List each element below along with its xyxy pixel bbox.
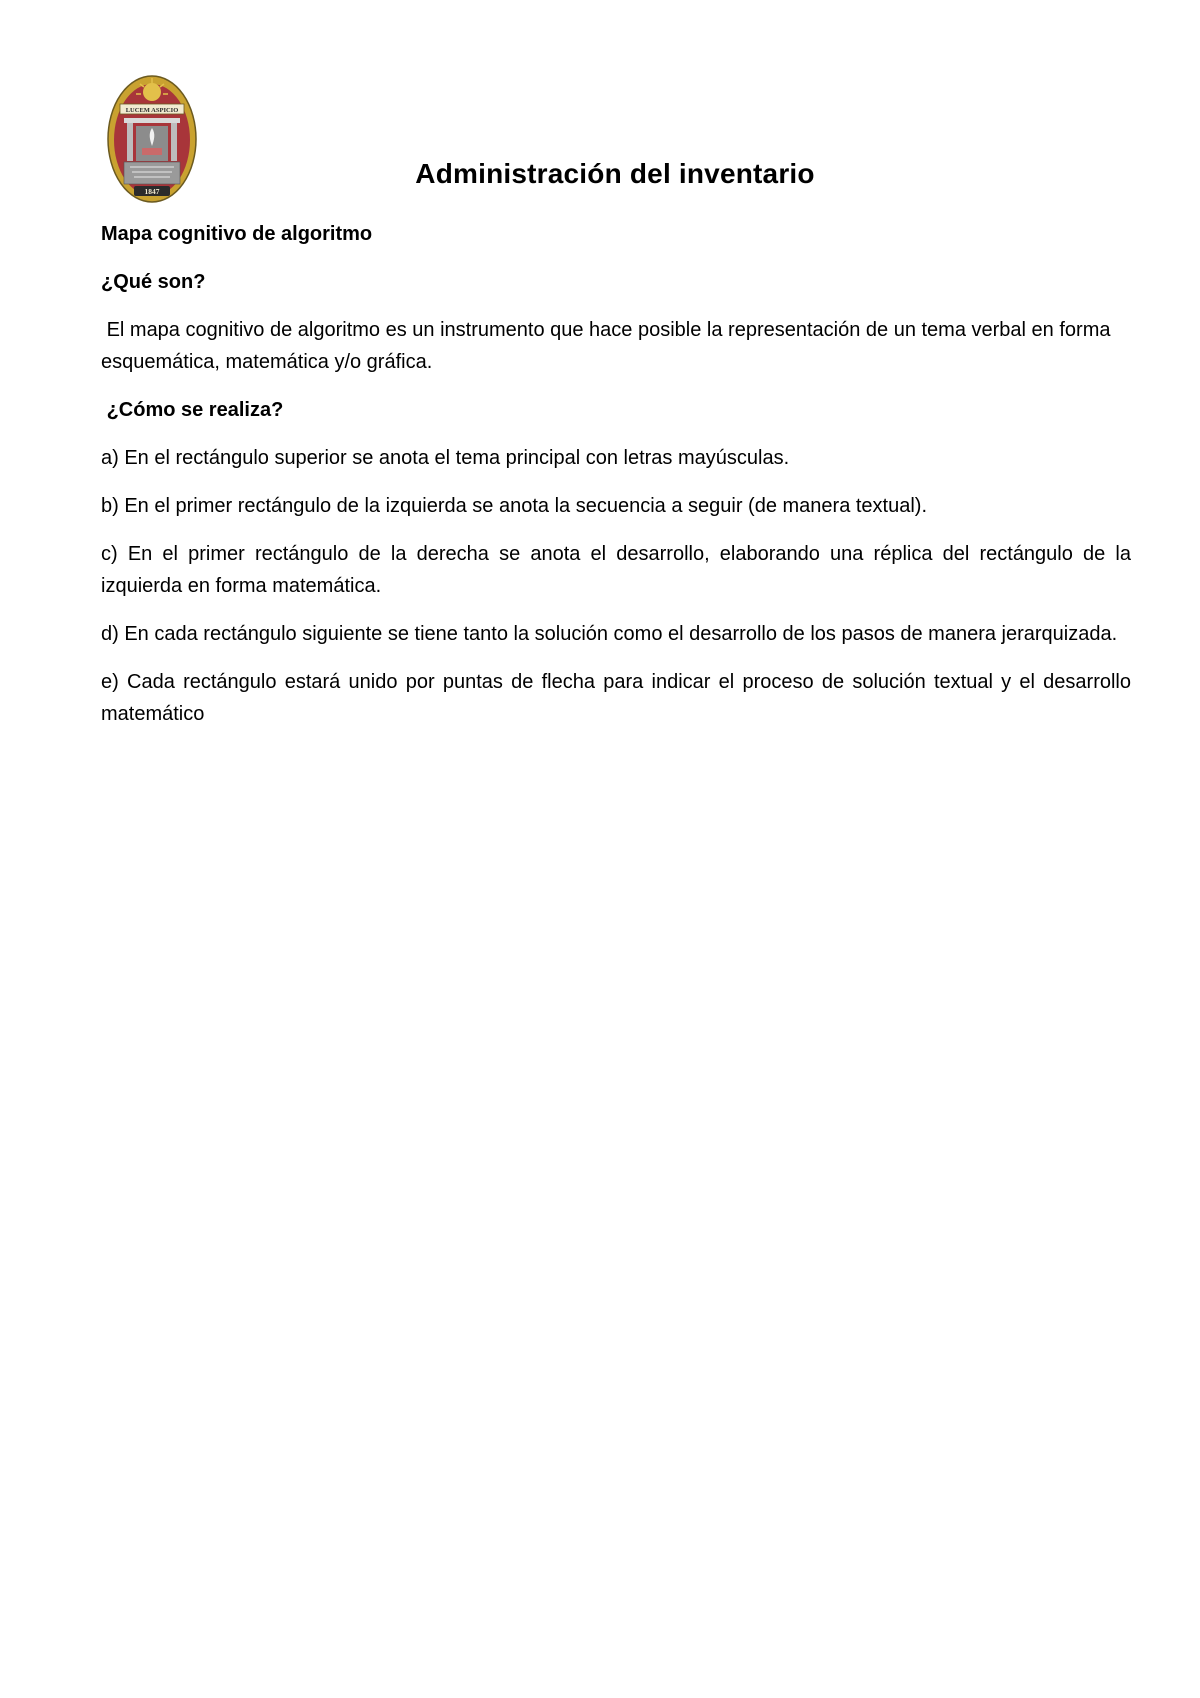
section-subtitle: Mapa cognitivo de algoritmo <box>101 223 373 245</box>
seal-year: 1847 <box>144 187 160 196</box>
step-e: e) Cada rectángulo estará unido por puntas de flecha para indicar el proceso de solución textual y el desarrollo matemático <box>101 671 1131 725</box>
document-title: Administración del inventario <box>415 158 815 189</box>
step-d: d) En cada rectángulo siguiente se tiene tanto la solución como el desarrollo de los pasos de manera jerarquizada. <box>101 623 1118 645</box>
definition-paragraph: El mapa cognitivo de algoritmo es un instrumento que hace posible la representación de un tema verbal en forma esquemática, matemática y/o gráfica. <box>101 319 1117 373</box>
question-how-heading: ¿Cómo se realiza? <box>101 399 284 421</box>
question-what-heading: ¿Qué son? <box>101 271 206 293</box>
step-a: a) En el rectángulo superior se anota el tema principal con letras mayúsculas. <box>101 447 790 469</box>
document-body <box>101 218 1131 746</box>
step-b: b) En el primer rectángulo de la izquierda se anota la secuencia a seguir (de manera textual). <box>101 495 928 517</box>
step-c: c) En el primer rectángulo de la derecha se anota el desarrollo, elaborando una réplica del rectángulo de la izquierda en forma matemática. <box>101 543 1131 597</box>
seal-motto: LUCEM ASPICIO <box>125 107 179 114</box>
